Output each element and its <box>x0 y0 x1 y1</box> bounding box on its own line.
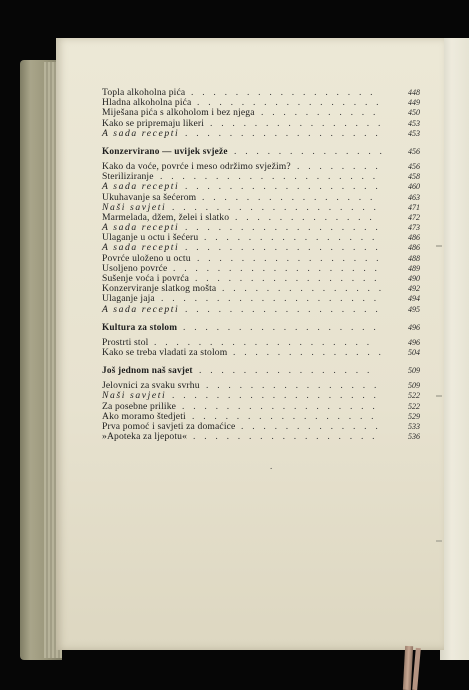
page-number: 488 <box>408 253 420 263</box>
page-number: 522 <box>408 401 420 411</box>
entry-title: Za posebne prilike <box>102 400 177 412</box>
section-title: Još jednom naš savjet <box>102 366 193 377</box>
table-of-contents <box>102 88 420 442</box>
page-number: 489 <box>408 263 420 273</box>
dot-leader: . . . . . . . . . . . . . . . . <box>204 233 378 244</box>
section-heading <box>102 322 420 334</box>
dot-leader: . . . . . . . . . . . . . . . . . . . . <box>161 294 380 305</box>
entry-title: Naši savjeti <box>102 390 167 402</box>
dot-leader: . . . . . . . . . . . . . . . . . . <box>185 243 381 254</box>
page-number: 456 <box>408 146 420 156</box>
entry-title: Sušenje voća i povrća <box>102 273 190 284</box>
entry-title: Prostrti stol <box>102 336 149 348</box>
page-number: 536 <box>408 432 420 442</box>
entry-title: »Apoteka za ljepotu« <box>102 431 188 443</box>
page-number: 496 <box>408 337 420 347</box>
page-number: 458 <box>408 172 420 182</box>
entry-title: Povrće uloženo u octu <box>102 252 191 264</box>
page-number: 449 <box>408 98 420 108</box>
page-number: 533 <box>408 421 420 431</box>
page-number: 463 <box>408 192 420 202</box>
dot-leader: . . . . . . . . . . . . . . . . . . . <box>172 391 380 402</box>
dot-leader: . . . . . . . . . . . . . <box>235 212 375 223</box>
toc-entry <box>102 432 420 442</box>
dot-leader: . . . . . . . . . . . . . . . . . <box>192 411 377 422</box>
entry-title: Hladna alkoholna pića <box>102 97 192 109</box>
dot-leader: . . . . . . . . . . . . . . <box>234 145 386 157</box>
page-number: 486 <box>408 233 420 243</box>
page-number: 504 <box>408 347 420 357</box>
dot-leader: . . . . . . . . . . . . . . . . . . <box>185 182 381 193</box>
dot-leader: . . . . . . . . . . . . . . . <box>222 284 385 295</box>
page-edges <box>440 38 469 660</box>
entry-title: Kako se treba vladati za stolom <box>102 346 228 358</box>
page-number: 460 <box>408 182 420 192</box>
entry-title: Ulaganje u octu i šećeru <box>102 232 199 244</box>
page-number: 529 <box>408 411 420 421</box>
page-number: 456 <box>408 161 420 171</box>
dot-leader: . . . . . . . . <box>297 161 381 172</box>
dot-leader: . . . . . . . . . . . <box>261 108 379 119</box>
dot-leader: . . . . . . . . . . . . . <box>241 421 381 432</box>
page-number: 450 <box>408 108 420 118</box>
entry-title: Ako moramo štedjeti <box>102 410 186 422</box>
entry-title: A sada recepti <box>102 222 180 234</box>
dot-leader: . . . . . . . . . . . . . . . . . . . <box>173 263 381 274</box>
dot-leader: . . . . . . . . . . . . . . . . . . <box>182 401 378 412</box>
dot-leader: . . . . . . . . . . . . . . . . . . <box>185 304 381 315</box>
dot-leader: . . . . . . . . . . . . . . . . . . <box>185 223 381 234</box>
page-number: 496 <box>408 322 420 332</box>
page-number: 494 <box>408 294 420 304</box>
entry-title: Ukuhavanje sa šećerom <box>102 191 197 203</box>
entry-title: Kako da voće, povrće i meso održimo svježim? <box>102 160 291 172</box>
page-number: 492 <box>408 284 420 294</box>
dot-leader: . . . . . . . . . . . . . . . . <box>210 118 384 129</box>
page-number: 473 <box>408 223 420 233</box>
dot-leader: . . . . . . . . . . . . . . . . . . . <box>172 202 380 213</box>
entry-title: Konzerviranje slatkog mošta <box>102 283 217 295</box>
entry-title: Topla alkoholna pića <box>102 87 186 98</box>
page-number: 486 <box>408 243 420 253</box>
entry-title: A sada recepti <box>102 242 180 254</box>
dot-leader: . . . . . . . . . . . . . . . . . . . . <box>154 337 373 348</box>
page-number: 448 <box>408 88 420 97</box>
section-heading <box>102 146 420 158</box>
page-number: 509 <box>408 366 420 376</box>
entry-title: Naši savjeti <box>102 201 167 213</box>
toc-entry <box>102 348 420 358</box>
page-number: 522 <box>408 391 420 401</box>
dot-leader: . . . . . . . . . . . . . . . . . . <box>185 128 381 139</box>
entry-title: Jelovnici za svaku svrhu <box>102 380 200 392</box>
entry-title: A sada recepti <box>102 303 180 315</box>
dot-leader: . . . . . . . . . . . . . . . . . <box>197 253 382 264</box>
page-number: 453 <box>408 128 420 138</box>
entry-title: A sada recepti <box>102 181 180 193</box>
page-stitch-mark <box>436 245 442 247</box>
section-title: Konzervirano — uvijek svježe <box>102 146 228 157</box>
dot-leader: . . . . . . . . . . . . . . . . . <box>193 432 378 443</box>
page-number: 453 <box>408 118 420 128</box>
entry-title: Usoljeno povrće <box>102 262 168 274</box>
dot-leader: . . . . . . . . . . . . . . <box>233 347 385 358</box>
page-number: 509 <box>408 381 420 391</box>
end-mark: . <box>270 461 273 471</box>
entry-title: Ulaganje jaja <box>102 293 155 305</box>
entry-title: Prva pomoć i savjeti za domaćice <box>102 420 236 432</box>
entry-title: A sada recepti <box>102 127 180 139</box>
section-title: Kultura za stolom <box>102 322 178 333</box>
toc-entry <box>102 391 420 401</box>
dot-leader: . . . . . . . . . . . . . . . . . . . . <box>160 172 379 183</box>
toc-entry <box>102 305 420 315</box>
dot-leader: . . . . . . . . . . . . . . . . <box>199 365 373 377</box>
entry-title: Marmelada, džem, želei i slatko <box>102 211 230 223</box>
page-number: 472 <box>408 212 420 222</box>
page-number: 495 <box>408 304 420 314</box>
dot-leader: . . . . . . . . . . . . . . . . <box>202 192 376 203</box>
page-stitch-mark <box>436 395 442 397</box>
dot-leader: . . . . . . . . . . . . . . . . . <box>197 98 382 109</box>
toc-entry <box>102 182 420 192</box>
entry-title: Kako se pripremaju likeri <box>102 117 205 129</box>
dot-leader: . . . . . . . . . . . . . . . . . <box>195 274 380 284</box>
page-stitch-mark <box>436 540 442 542</box>
page-number: 490 <box>408 274 420 283</box>
entry-title: Miješana pića s alkoholom i bez njega <box>102 107 255 119</box>
dot-leader: . . . . . . . . . . . . . . . . <box>206 381 380 392</box>
dot-leader: . . . . . . . . . . . . . . . . . <box>191 88 376 98</box>
dot-leader: . . . . . . . . . . . . . . . . . . <box>183 321 379 333</box>
entry-title: Steriliziranje <box>102 171 154 183</box>
page-number: 471 <box>408 202 420 212</box>
toc-entry <box>102 129 420 139</box>
section-heading <box>102 365 420 377</box>
